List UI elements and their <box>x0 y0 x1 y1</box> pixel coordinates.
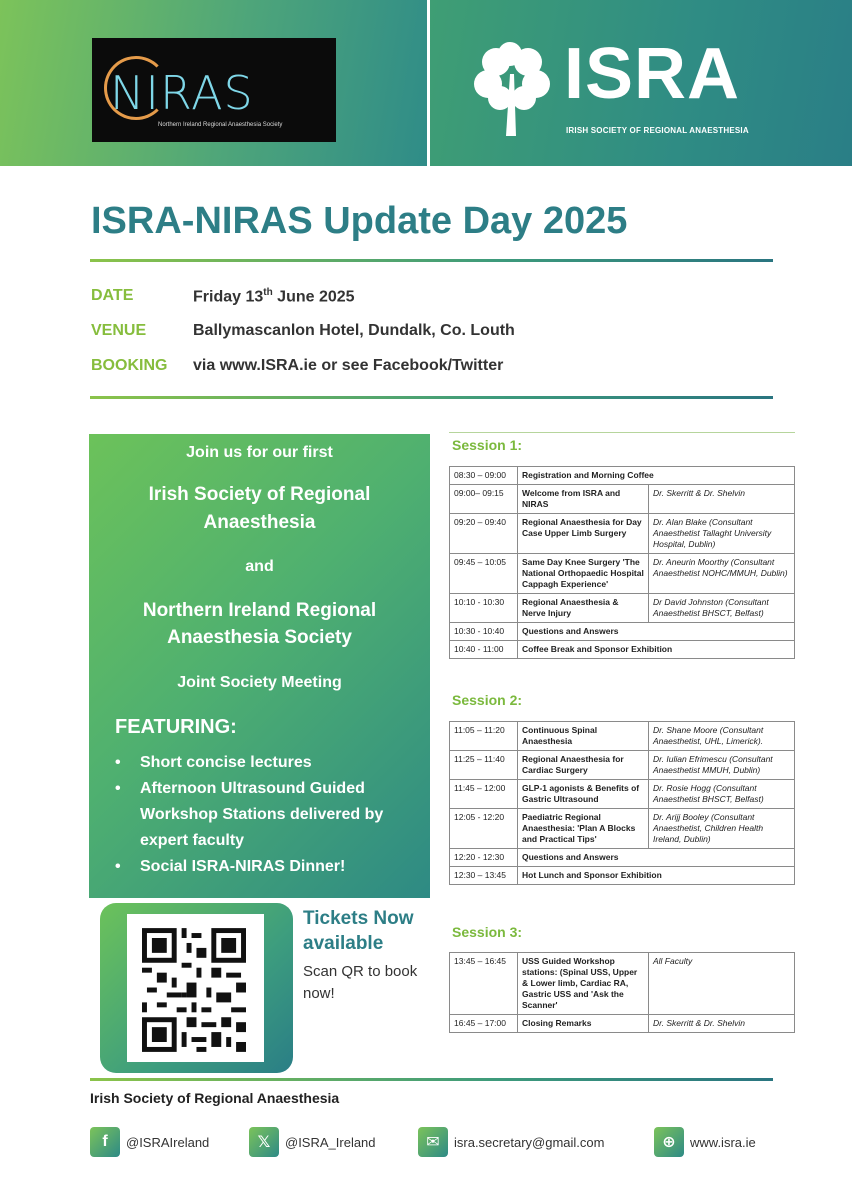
row-session: Questions and Answers <box>518 623 795 641</box>
facebook-icon: f <box>90 1127 120 1157</box>
row-presenter: Dr David Johnston (Consultant Anaesthetist BHSCT, Belfast) <box>649 594 795 623</box>
session2-table <box>449 721 795 885</box>
row-session: USS Guided Workshop stations: (Spinal USS, Upper & Lower limb, Cardiac RA, Gastric USS and 'Ask the Scanner' <box>518 953 649 1015</box>
page-title: ISRA-NIRAS Update Day 2025 <box>91 200 628 242</box>
session3-heading: Session 3: <box>452 924 523 940</box>
table-row <box>450 1015 795 1033</box>
row-session: Paediatric Regional Anaesthesia: 'Plan A Blocks and Practical Tips' <box>518 809 649 849</box>
row-presenter: Dr. Skerritt & Dr. Shelvin <box>649 1015 795 1033</box>
row-session: Regional Anaesthesia for Day Case Upper Limb Surgery <box>518 514 649 554</box>
footer-title: Irish Society of Regional Anaesthesia <box>90 1090 340 1106</box>
table-row <box>450 554 795 594</box>
session-divider <box>449 432 795 433</box>
promo-society2-line2: Anaesthesia Society <box>167 627 352 648</box>
email-address: isra.secretary@gmail.com <box>454 1134 605 1150</box>
row-presenter: Dr. Skerritt & Dr. Shelvin <box>649 485 795 514</box>
booking-value: via www.ISRA.ie or see Facebook/Twitter <box>193 357 504 374</box>
shamrock-icon <box>470 40 554 140</box>
row-time: 09:00– 09:15 <box>450 485 518 514</box>
table-row <box>450 594 795 623</box>
niras-logo-text: NIRAS <box>110 66 254 120</box>
row-session: Questions and Answers <box>518 849 795 867</box>
twitter-handle: @ISRA_Ireland <box>285 1134 376 1150</box>
table-row <box>450 953 795 1015</box>
row-time: 10:10 - 10:30 <box>450 594 518 623</box>
tickets-subtitle: Scan QR to book now! <box>303 963 418 1002</box>
table-row <box>450 849 795 867</box>
row-session: Welcome from ISRA and NIRAS <box>518 485 649 514</box>
promo-bullet: • Social ISRA-NIRAS Dinner! <box>115 854 415 880</box>
facebook-link[interactable] <box>90 1126 209 1158</box>
isra-logo-subtitle: IRISH SOCIETY OF REGIONAL ANAESTHESIA <box>566 126 749 135</box>
table-row <box>450 623 795 641</box>
row-time: 09:45 – 10:05 <box>450 554 518 594</box>
info-divider <box>90 396 773 399</box>
row-presenter: Dr. Arijj Booley (Consultant Anaesthetist, Children Health Ireland, Dublin) <box>649 809 795 849</box>
row-time: 12:30 – 13:45 <box>450 867 518 885</box>
venue-value: Ballymascanlon Hotel, Dundalk, Co. Louth <box>193 322 515 339</box>
promo-bullet: • Afternoon Ultrasound Guided Workshop Stations delivered by expert faculty <box>115 776 415 854</box>
row-time: 10:30 - 10:40 <box>450 623 518 641</box>
niras-logo-subtitle: Northern Ireland Regional Anaesthesia Society <box>158 122 283 128</box>
table-row <box>450 722 795 751</box>
row-time: 11:25 – 11:40 <box>450 751 518 780</box>
row-session: Registration and Morning Coffee <box>518 467 795 485</box>
session3-table <box>449 952 795 1033</box>
isra-logo-text: ISRA <box>564 34 741 114</box>
globe-icon: ⊕ <box>654 1127 684 1157</box>
facebook-handle: @ISRAIreland <box>126 1134 210 1150</box>
date-value: Friday 13th June 2025 <box>193 287 355 306</box>
table-row <box>450 641 795 659</box>
table-row <box>450 751 795 780</box>
qr-code-icon[interactable] <box>142 928 246 1052</box>
promo-featuring: FEATURING: <box>115 716 237 738</box>
row-presenter: Dr. Aneurin Moorthy (Consultant Anaesthetist NOHC/MMUH, Dublin) <box>649 554 795 594</box>
row-session: Continuous Spinal Anaesthesia <box>518 722 649 751</box>
promo-society1-line1: Irish Society of Regional <box>148 484 371 505</box>
row-session: GLP-1 agonists & Benefits of Gastric Ultrasound <box>518 780 649 809</box>
table-row <box>450 867 795 885</box>
row-time: 10:40 - 11:00 <box>450 641 518 659</box>
table-row <box>450 809 795 849</box>
promo-meeting: Joint Society Meeting <box>177 674 342 691</box>
session1-heading: Session 1: <box>452 437 523 453</box>
session2-heading: Session 2: <box>452 692 523 708</box>
venue-label: VENUE <box>91 322 147 339</box>
row-time: 13:45 – 16:45 <box>450 953 518 1015</box>
row-presenter: Dr. Iulian Efrimescu (Consultant Anaesthetist MMUH, Dublin) <box>649 751 795 780</box>
date-label: DATE <box>91 287 134 304</box>
row-presenter: Dr. Alan Blake (Consultant Anaesthetist Tallaght University Hospital, Dublin) <box>649 514 795 554</box>
table-row <box>450 467 795 485</box>
isra-logo <box>470 34 760 142</box>
twitter-link[interactable] <box>249 1126 376 1158</box>
email-link[interactable] <box>418 1126 604 1158</box>
table-row <box>450 780 795 809</box>
row-time: 09:20 – 09:40 <box>450 514 518 554</box>
row-presenter: Dr. Shane Moore (Consultant Anaesthetist, UHL, Limerick). <box>649 722 795 751</box>
session1-table <box>449 466 795 659</box>
row-time: 08:30 – 09:00 <box>450 467 518 485</box>
table-row <box>450 514 795 554</box>
row-session: Closing Remarks <box>518 1015 649 1033</box>
website-link[interactable] <box>654 1126 756 1158</box>
title-divider <box>90 259 773 262</box>
x-twitter-icon: 𝕏 <box>249 1127 279 1157</box>
promo-society1-line2: Anaesthesia <box>203 512 316 533</box>
booking-label: BOOKING <box>91 357 168 374</box>
promo-and: and <box>245 558 274 575</box>
promo-intro: Join us for our first <box>186 444 333 461</box>
envelope-icon: ✉ <box>418 1127 448 1157</box>
tickets-title: Tickets Now available <box>303 908 414 954</box>
promo-bullets <box>115 750 415 880</box>
row-presenter: All Faculty <box>649 953 795 1015</box>
row-time: 12:20 - 12:30 <box>450 849 518 867</box>
row-session: Regional Anaesthesia for Cardiac Surgery <box>518 751 649 780</box>
website-url: www.isra.ie <box>690 1134 756 1150</box>
promo-bullet: • Short concise lectures <box>115 750 415 776</box>
row-session: Hot Lunch and Sponsor Exhibition <box>518 867 795 885</box>
table-row <box>450 485 795 514</box>
footer-divider <box>90 1078 773 1081</box>
row-time: 16:45 – 17:00 <box>450 1015 518 1033</box>
promo-society2-line1: Northern Ireland Regional <box>142 600 377 621</box>
row-time: 11:05 – 11:20 <box>450 722 518 751</box>
row-time: 11:45 – 12:00 <box>450 780 518 809</box>
row-session: Regional Anaesthesia & Nerve Injury <box>518 594 649 623</box>
row-presenter: Dr. Rosie Hogg (Consultant Anaesthetist BHSCT, Belfast) <box>649 780 795 809</box>
row-time: 12:05 - 12:20 <box>450 809 518 849</box>
row-session: Same Day Knee Surgery 'The National Orthopaedic Hospital Cappagh Experience' <box>518 554 649 594</box>
row-session: Coffee Break and Sponsor Exhibition <box>518 641 795 659</box>
niras-logo <box>92 38 336 142</box>
promo-panel <box>89 434 430 898</box>
banner-edge <box>852 0 856 166</box>
banner-divider <box>427 0 430 166</box>
